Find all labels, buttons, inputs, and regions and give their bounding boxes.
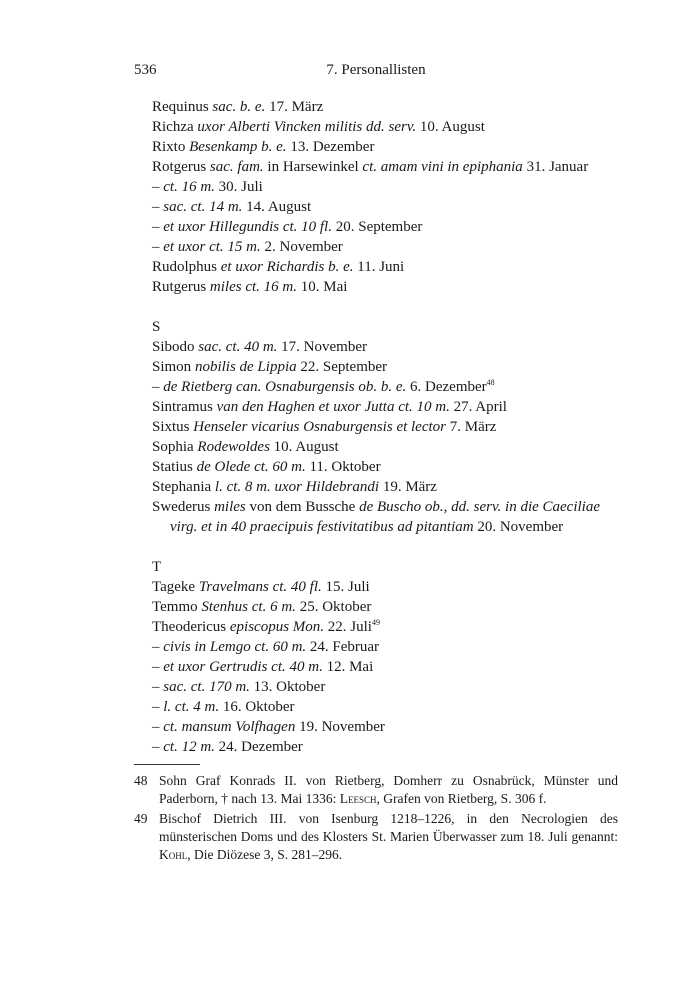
entry-text: 10. August	[416, 119, 485, 135]
register-entry	[152, 337, 632, 357]
entry-italic-text: de Rietberg can. Osnaburgensis ob. b. e.	[163, 379, 407, 395]
footnote-text: Bischof Dietrich III. von Isenburg 1218–1226, in den Necrologien des münsterischen Doms und des Klosters St. Marien Überwasser zum 18. Juli genannt:	[159, 811, 618, 844]
register-entry	[152, 517, 632, 537]
entry-italic-text: et uxor ct. 15 m.	[163, 239, 261, 255]
entry-text: –	[152, 719, 164, 735]
entry-text: Sixtus	[152, 419, 194, 435]
entry-italic-text: ct. amam vini in epiphania	[362, 159, 523, 175]
entry-text: –	[152, 639, 164, 655]
section-letter: S	[152, 319, 161, 335]
entry-text: Rixto	[152, 139, 190, 155]
entry-italic-text: uxor Alberti Vincken militis dd. serv.	[197, 119, 417, 135]
entry-text: 17. November	[277, 339, 367, 355]
entry-italic-text: l. ct. 8 m. uxor Hildebrandi	[214, 479, 380, 495]
entry-text: 25. Oktober	[295, 599, 372, 615]
entry-text: –	[152, 699, 164, 715]
footnote-text: , Die Diözese 3, S. 281–296.	[187, 847, 343, 862]
entry-text: Stephania	[152, 479, 215, 495]
entry-text: Simon	[152, 359, 195, 375]
page-number: 536	[134, 62, 157, 78]
entry-text: Tageke	[152, 579, 199, 595]
entry-italic-text: Henseler vicarius Osnaburgensis et lector	[193, 419, 447, 435]
entry-text: Theodericus	[152, 619, 230, 635]
register-entry	[152, 597, 632, 617]
footnote-rule	[134, 764, 200, 765]
entry-italic-text: de Buscho ob., dd. serv. in die Caeciliae	[359, 499, 600, 515]
entry-text: 2. November	[260, 239, 343, 255]
entry-text: 19. November	[295, 719, 385, 735]
entry-italic-text: miles	[214, 499, 246, 515]
register-entry	[152, 477, 632, 497]
register-entry	[152, 97, 632, 117]
footnote-text: Sohn Graf Konrads II. von Rietberg, Domherr zu Osnabrück, Münster und Paderborn, † nach 13. Mai 1336:	[159, 773, 618, 806]
entry-text: 22. Juli	[324, 619, 372, 635]
register-entry	[152, 157, 632, 177]
footnotes	[134, 772, 618, 866]
register-entry	[152, 417, 632, 437]
entry-italic-text: et uxor Richardis b. e.	[220, 259, 354, 275]
register-entry	[152, 257, 632, 277]
entry-text: 11. Oktober	[305, 459, 381, 475]
entry-text: 31. Januar	[522, 159, 589, 175]
entry-italic-text: et uxor Hillegundis ct. 10 fl.	[163, 219, 332, 235]
entry-text: 17. März	[265, 99, 324, 115]
entry-text: 16. Oktober	[219, 699, 295, 715]
entry-text: Richza	[152, 119, 198, 135]
register-entry	[152, 437, 632, 457]
entry-text: Swederus	[152, 499, 215, 515]
entry-italic-text: sac. ct. 40 m.	[198, 339, 278, 355]
register-entry	[152, 177, 632, 197]
entry-text: Statius	[152, 459, 197, 475]
entry-text: 14. August	[242, 199, 312, 215]
entry-text: –	[152, 199, 164, 215]
entry-text: Sophia	[152, 439, 198, 455]
entry-text: 15. Juli	[321, 579, 370, 595]
entry-text: 7. März	[446, 419, 497, 435]
register-entry	[152, 737, 632, 757]
entry-text: Requinus	[152, 99, 213, 115]
entry-text: –	[152, 239, 164, 255]
footnote	[134, 772, 618, 808]
entry-text: –	[152, 739, 164, 755]
entry-italic-text: sac. b. e.	[212, 99, 266, 115]
entry-italic-text: sac. ct. 170 m.	[163, 679, 250, 695]
register-entry	[152, 277, 632, 297]
entry-text: von dem Bussche	[245, 499, 360, 515]
entry-text: 20. November	[473, 519, 564, 535]
register-entry	[152, 397, 632, 417]
entry-italic-text: Besenkamp b. e.	[189, 139, 287, 155]
entry-italic-text: ct. 16 m.	[163, 179, 215, 195]
register-entry	[152, 657, 632, 677]
entry-text: 20. September	[331, 219, 423, 235]
footnote-number: 48	[134, 773, 148, 788]
entry-text: in Harsewinkel	[263, 159, 363, 175]
section-letter: T	[152, 559, 162, 575]
entry-italic-text: ct. 12 m.	[163, 739, 215, 755]
entry-italic-text: Travelmans ct. 40 fl.	[198, 579, 322, 595]
footnote-author: Kohl	[159, 847, 188, 862]
entry-text: –	[152, 659, 164, 675]
entry-italic-text: nobilis de Lippia	[194, 359, 297, 375]
entry-text: –	[152, 219, 164, 235]
entry-italic-text: virg. et in 40 praecipuis festivitatibus ad pitantiam	[170, 519, 474, 535]
entry-text: 11. Juni	[353, 259, 405, 275]
register-entry	[152, 197, 632, 217]
section-gap	[152, 537, 632, 557]
entry-italic-text: Rodewoldes	[197, 439, 270, 455]
entry-italic-text: civis in Lemgo ct. 60 m.	[163, 639, 307, 655]
entry-text: 19. März	[379, 479, 437, 495]
entry-text: Rotgerus	[152, 159, 210, 175]
register-entry	[152, 717, 632, 737]
register-entry	[152, 457, 632, 477]
register-entry	[152, 137, 632, 157]
entry-italic-text: de Olede ct. 60 m.	[196, 459, 306, 475]
register-entry	[152, 357, 632, 377]
register-entry	[152, 117, 632, 137]
entry-text: 24. Februar	[306, 639, 380, 655]
entry-text: –	[152, 679, 164, 695]
register-entry	[152, 697, 632, 717]
footnote-text: , Grafen von Rietberg, S. 306 f.	[376, 791, 547, 806]
register-entry	[152, 497, 632, 517]
entry-text: Sintramus	[152, 399, 217, 415]
register-entry	[152, 237, 632, 257]
register-entry	[152, 217, 632, 237]
entry-italic-text: sac. fam.	[209, 159, 264, 175]
register-entry	[152, 677, 632, 697]
entry-text: 30. Juli	[214, 179, 263, 195]
entry-text: 10. August	[269, 439, 339, 455]
footnote-ref: 49	[371, 618, 380, 627]
register-entry	[152, 577, 632, 597]
section-gap	[152, 297, 632, 317]
register-entry	[152, 617, 632, 637]
register-list	[152, 97, 632, 757]
entry-italic-text: miles ct. 16 m.	[209, 279, 297, 295]
entry-text: 13. Oktober	[249, 679, 326, 695]
entry-text: 6. Dezember	[406, 379, 487, 395]
entry-italic-text: et uxor Gertrudis ct. 40 m.	[163, 659, 323, 675]
entry-italic-text: episcopus Mon.	[229, 619, 325, 635]
entry-text: 24. Dezember	[214, 739, 303, 755]
footnote-author: Leesch	[339, 791, 377, 806]
entry-text: 12. Mai	[322, 659, 374, 675]
entry-italic-text: van den Haghen et uxor Jutta ct. 10 m.	[216, 399, 450, 415]
running-title: 7. Personallisten	[326, 62, 426, 78]
footnote	[134, 810, 618, 864]
entry-text: 10. Mai	[297, 279, 348, 295]
footnote-number: 49	[134, 811, 148, 826]
entry-italic-text: sac. ct. 14 m.	[163, 199, 243, 215]
footnote-ref: 48	[486, 378, 495, 387]
entry-text: 27. April	[449, 399, 507, 415]
register-entry	[152, 637, 632, 657]
entry-text: 22. September	[296, 359, 388, 375]
entry-italic-text: l. ct. 4 m.	[163, 699, 220, 715]
entry-text: Rutgerus	[152, 279, 210, 295]
entry-text: Rudolphus	[152, 259, 221, 275]
entry-text: Sibodo	[152, 339, 199, 355]
entry-text: Temmo	[152, 599, 202, 615]
entry-text: –	[152, 379, 164, 395]
entry-italic-text: Stenhus ct. 6 m.	[201, 599, 296, 615]
entry-text: –	[152, 179, 164, 195]
page-header	[134, 62, 618, 84]
register-entry	[152, 377, 632, 397]
entry-italic-text: ct. mansum Volfhagen	[163, 719, 296, 735]
entry-text: 13. Dezember	[286, 139, 375, 155]
